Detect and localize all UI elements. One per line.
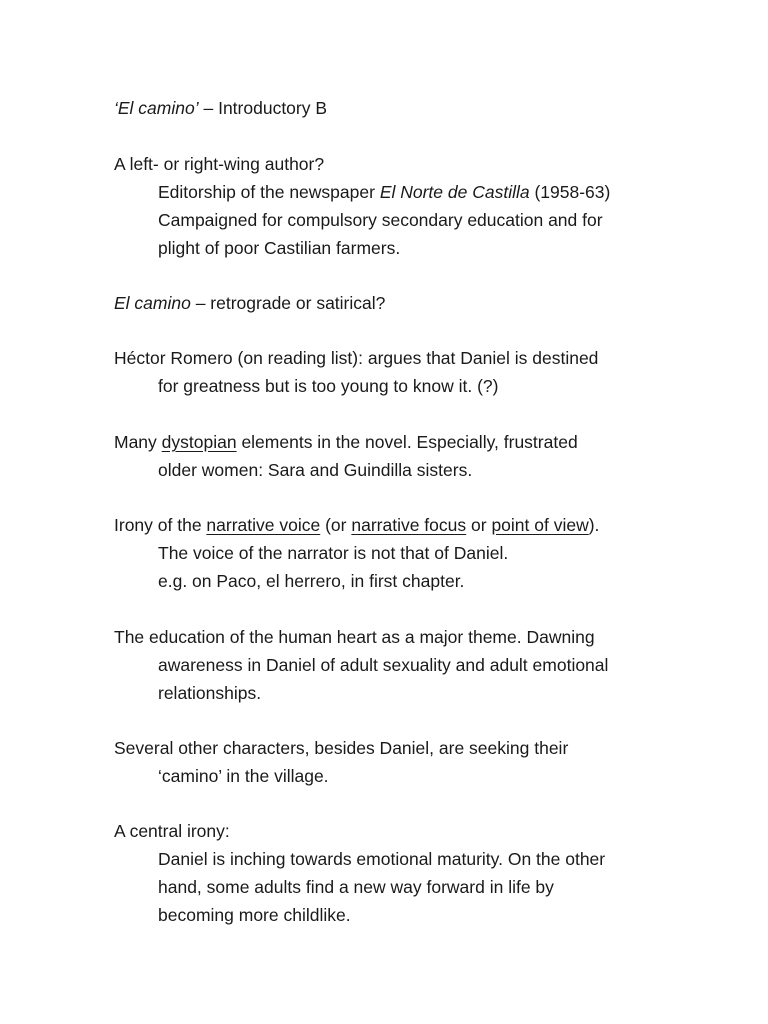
romero-line-1: Héctor Romero (on reading list): argues that Daniel is destined (114, 348, 599, 368)
author-heading: A left- or right-wing author? (114, 154, 325, 174)
retrograde-line (114, 289, 385, 317)
irony-pre: Irony of the (114, 515, 207, 535)
education-line-3: relationships. (158, 683, 262, 703)
point-of-view-term: point of view (491, 515, 589, 535)
retrograde-rest: – retrograde or satirical? (190, 293, 386, 313)
irony-line-2: The voice of the narrator is not that of Daniel. (158, 543, 509, 563)
title-rest: – Introductory B (198, 98, 328, 118)
central-irony-line-1: Daniel is inching towards emotional maturity. On the other (158, 849, 606, 869)
irony-mid-2: or (466, 515, 492, 535)
dystopian-underlined: dystopian (161, 432, 237, 452)
dystopian-line-2: older women: Sara and Guindilla sisters. (158, 460, 473, 480)
author-line-2: Campaigned for compulsory secondary education and for (158, 210, 603, 230)
others-line-1: Several other characters, besides Daniel, are seeking their (114, 738, 569, 758)
education-line-1: The education of the human heart as a major theme. Dawning (114, 627, 595, 647)
retrograde-italic: El camino (114, 293, 191, 313)
central-irony-line-2: hand, some adults find a new way forward in life by (158, 877, 554, 897)
document-title (114, 94, 327, 122)
irony-post: ). (588, 515, 600, 535)
irony-line-3: e.g. on Paco, el herrero, in first chapter. (158, 571, 465, 591)
newspaper-name: El Norte de Castilla (379, 182, 530, 202)
central-irony-line-3: becoming more childlike. (158, 905, 351, 925)
dystopian-line-1 (114, 428, 578, 456)
narrative-focus-term: narrative focus (351, 515, 467, 535)
education-line-2: awareness in Daniel of adult sexuality and adult emotional (158, 655, 609, 675)
author-line-1-post: (1958-63) (529, 182, 611, 202)
author-line-1-pre: Editorship of the newspaper (158, 182, 380, 202)
dystopian-post: elements in the novel. Especially, frustrated (236, 432, 578, 452)
others-line-2: ‘camino’ in the village. (158, 766, 329, 786)
author-line-1 (158, 178, 610, 206)
irony-line-1 (114, 511, 599, 539)
dystopian-pre: Many (114, 432, 162, 452)
irony-mid-1: (or (320, 515, 352, 535)
romero-line-2: for greatness but is too young to know it. (?) (158, 376, 499, 396)
author-line-3: plight of poor Castilian farmers. (158, 238, 401, 258)
central-irony-heading: A central irony: (114, 821, 230, 841)
title-italic: ‘El camino’ (114, 98, 199, 118)
narrative-voice-term: narrative voice (206, 515, 321, 535)
